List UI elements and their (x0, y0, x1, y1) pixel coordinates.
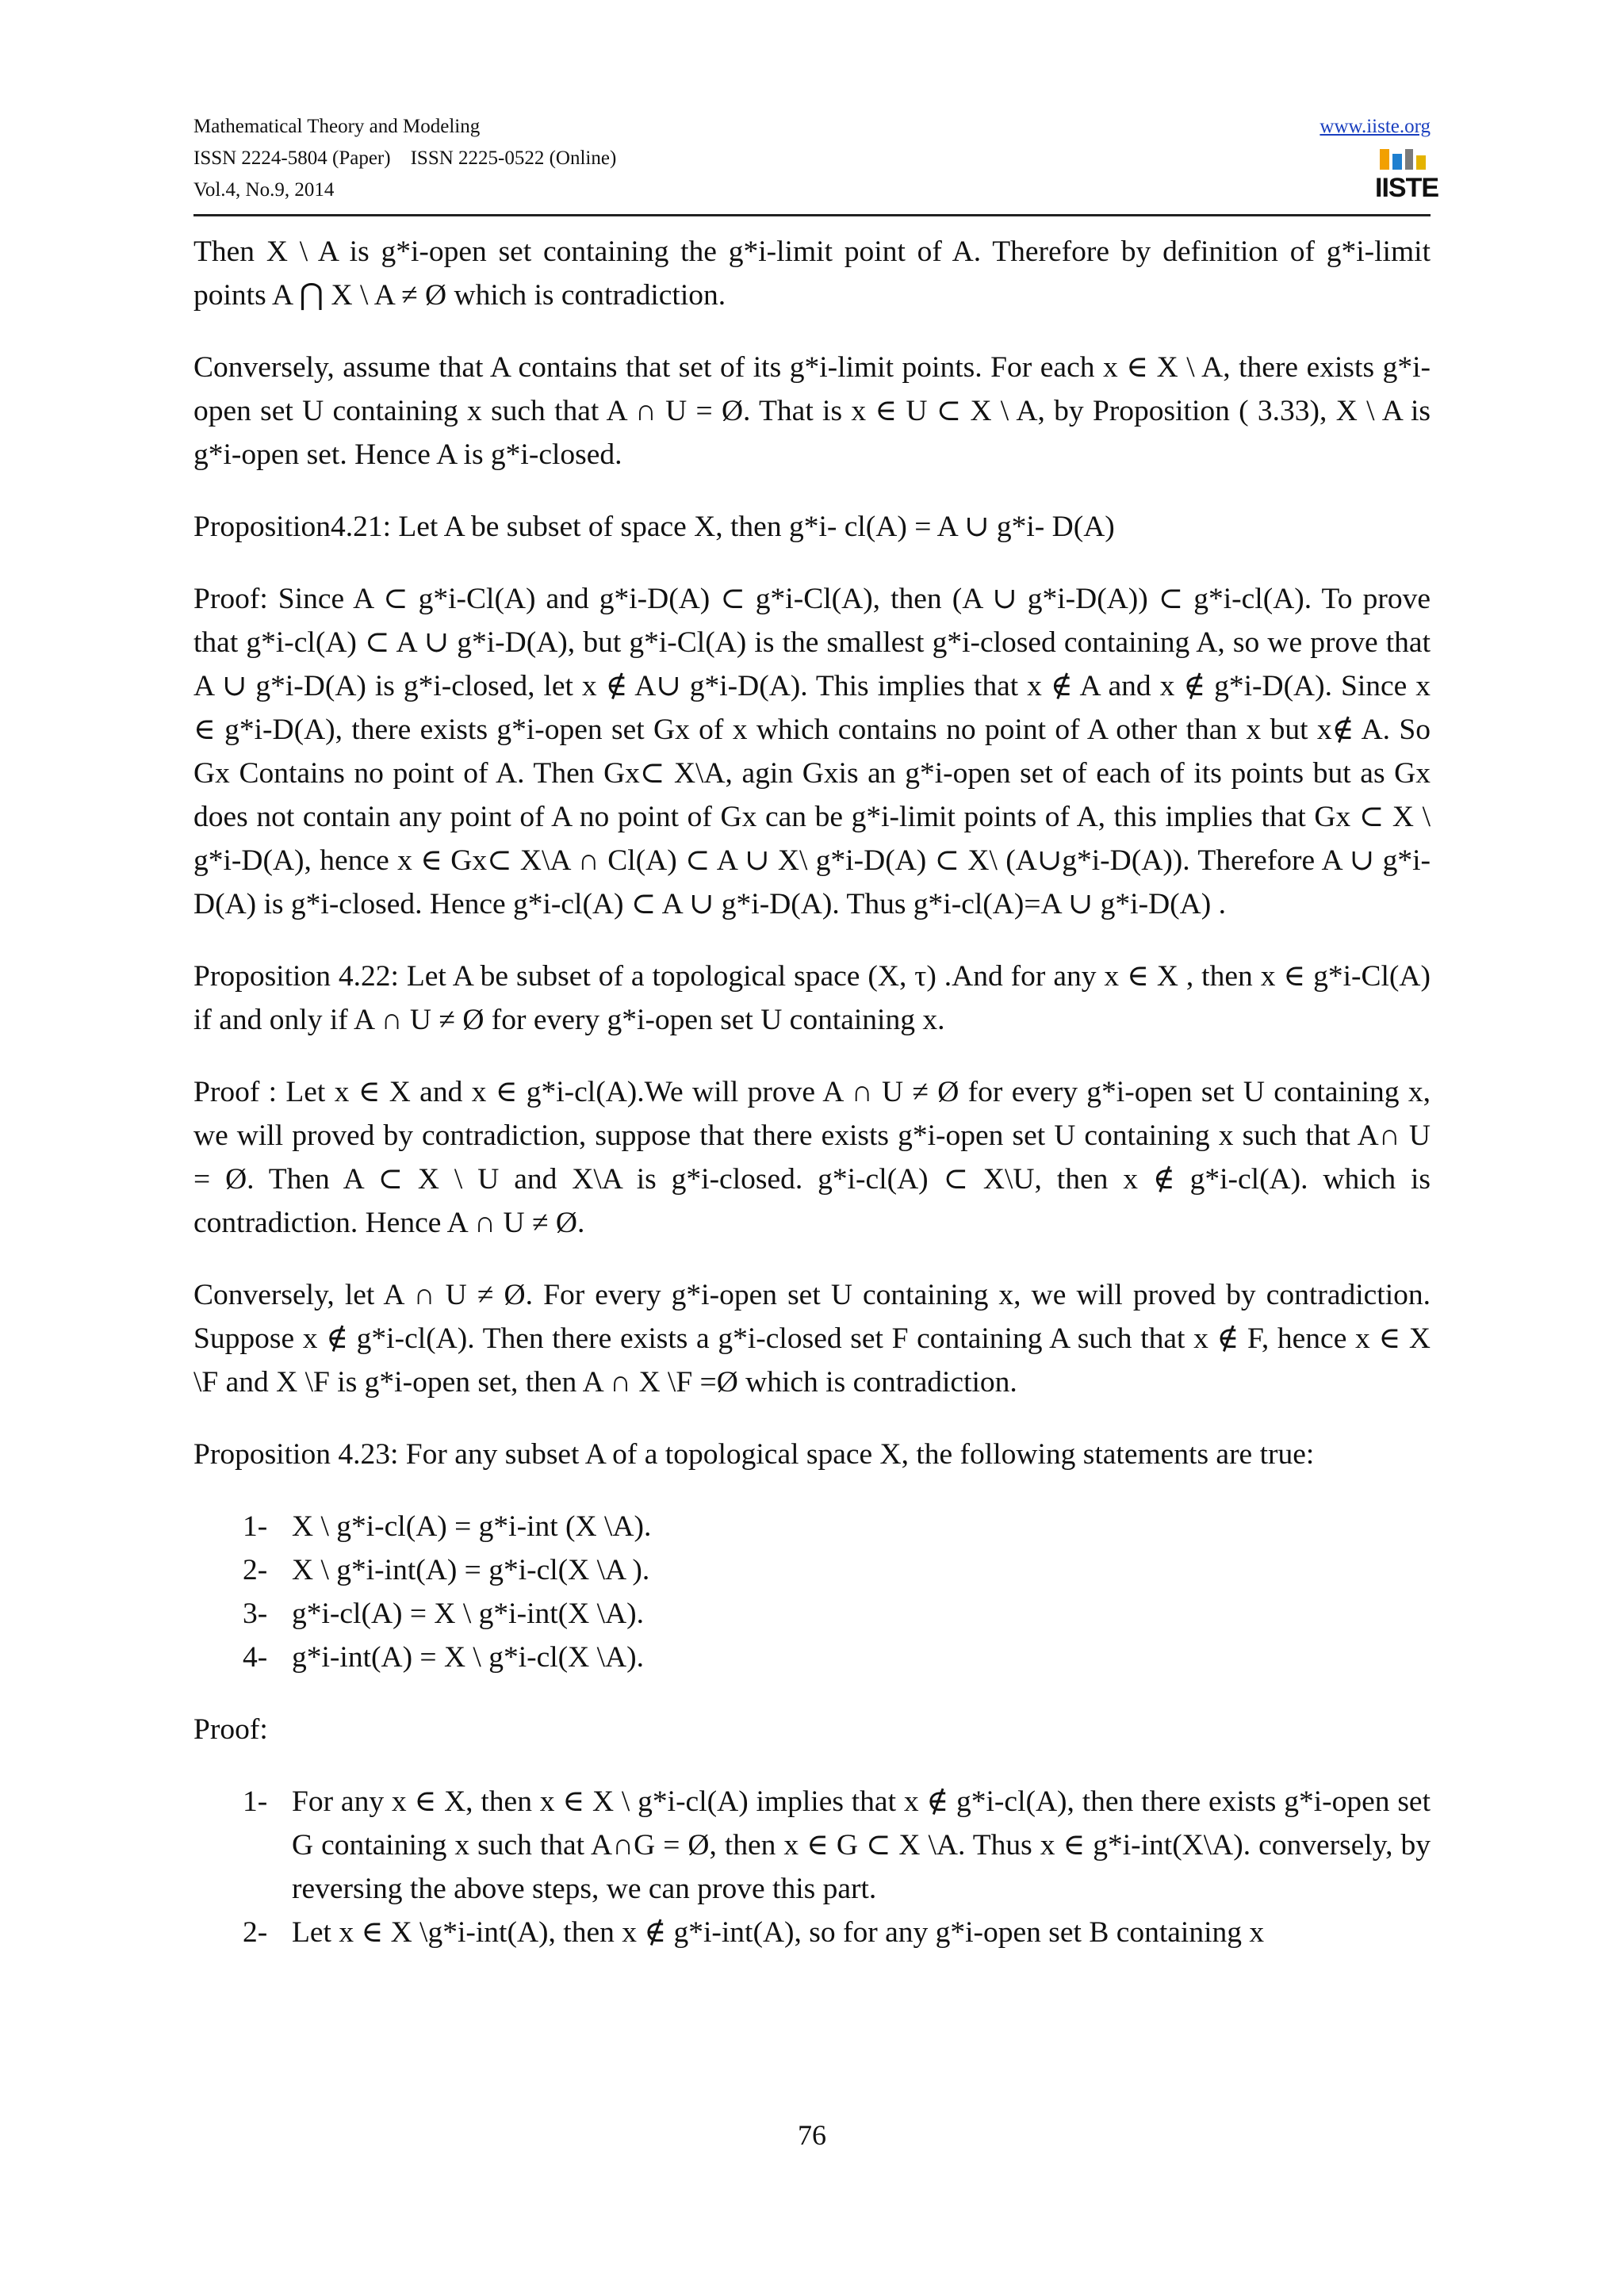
item-number: 1- (243, 1510, 268, 1543)
proposition-4-23: Proposition 4.23: For any subset A of a topological space X, the following statements are true: (193, 1438, 1315, 1471)
list-item (193, 1548, 1431, 1592)
list-item (193, 1636, 1431, 1679)
item-text: X \ g*i-int(A) = g*i-cl(X \A ). (292, 1554, 650, 1586)
list-item (193, 1780, 1431, 1911)
item-number: 3- (243, 1598, 268, 1630)
proof-label: Proof: (193, 1713, 268, 1746)
item-text: g*i-int(A) = X \ g*i-cl(X \A). (292, 1641, 644, 1674)
item-number: 1- (243, 1785, 268, 1818)
website-link[interactable]: www.iiste.org (1320, 116, 1431, 137)
list-item (193, 1505, 1431, 1548)
journal-info (193, 111, 616, 206)
item-number: 2- (243, 1916, 268, 1949)
item-text: X \ g*i-cl(A) = g*i-int (X \A). (292, 1510, 652, 1543)
body-paragraph: Then X \ A is g*i-open set containing the g*i-limit point of A. Therefore by definition of g*i-limit points A ⋂ X \ A ≠ Ø which is contradiction. (193, 235, 1431, 312)
logo-bars-icon (1375, 146, 1431, 173)
item-text: Let x ∈ X \g*i-int(A), then x ∉ g*i-int(A), so for any g*i-open set B containing x (292, 1916, 1265, 1949)
item-number: 4- (243, 1641, 268, 1674)
proof-paragraph: Proof : Let x ∈ X and x ∈ g*i-cl(A).We will prove A ∩ U ≠ Ø for every g*i-open set U containing x, we will proved by contradiction, suppose that there exists g*i-open set U containing x such that A∩ U = Ø. Then A ⊂ X \ U and X\A is g*i-closed. g*i-cl(A) ⊂ X\U, then x ∉ g*i-cl(A). which is contradiction. Hence A ∩ U ≠ Ø. (193, 1076, 1431, 1239)
item-number: 2- (243, 1554, 268, 1586)
logo-text: IISTE (1375, 173, 1439, 203)
proof-list (193, 1780, 1431, 1954)
page-body (193, 230, 1431, 1983)
statement-list (193, 1505, 1431, 1679)
body-paragraph: Conversely, let A ∩ U ≠ Ø. For every g*i-open set U containing x, we will proved by contradiction. Suppose x ∉ g*i-cl(A). Then there exists a g*i-closed set F containing A such that x ∉ F, hence x ∈ X \F and X \F is g*i-open set, then A ∩ X \F =Ø which is contradiction. (193, 1279, 1431, 1399)
publisher-block (1320, 111, 1439, 203)
page-header (193, 111, 1439, 216)
list-item (193, 1592, 1431, 1636)
body-paragraph: Conversely, assume that A contains that set of its g*i-limit points. For each x ∈ X \ A, there exists g*i-open set U containing x such that A ∩ U = Ø. That is x ∈ U ⊂ X \ A, by Proposition ( 3.33), X \ A is g*i-open set. Hence A is g*i-closed. (193, 351, 1431, 471)
issn-line: ISSN 2224-5804 (Paper) ISSN 2225-0522 (Online) (193, 147, 617, 169)
journal-title: Mathematical Theory and Modeling (193, 116, 481, 137)
page-number: 76 (798, 2119, 826, 2151)
item-text: g*i-cl(A) = X \ g*i-int(X \A). (292, 1598, 644, 1630)
iiste-logo (1375, 146, 1439, 203)
item-text: For any x ∈ X, then x ∈ X \ g*i-cl(A) implies that x ∉ g*i-cl(A), then there exists g*i-open set G containing x such that A∩G = Ø, then x ∈ G ⊂ X \A. Thus x ∈ g*i-int(X\A). conversely, by reversing the above steps, we can prove this part. (292, 1785, 1431, 1905)
proof-paragraph: Proof: Since A ⊂ g*i-Cl(A) and g*i-D(A) ⊂ g*i-Cl(A), then (A ∪ g*i-D(A)) ⊂ g*i-cl(A). To prove that g*i-cl(A) ⊂ A ∪ g*i-D(A), but g*i-Cl(A) is the smallest g*i-closed containing A, so we prove that A ∪ g*i-D(A) is g*i-closed, let x ∉ A∪ g*i-D(A). This implies that x ∉ A and x ∉ g*i-D(A). Since x ∈ g*i-D(A), there exists g*i-open set Gx of x which contains no point of A other than x but x∉ A. So Gx Contains no point of A. Then Gx⊂ X\A, agin Gxis an g*i-open set of each of its points but as Gx does not contain any point of A no point of Gx can be g*i-limit points of A, this implies that Gx ⊂ X \ g*i-D(A), hence x ∈ Gx⊂ X\A ∩ Cl(A) ⊂ A ∪ X\ g*i-D(A) ⊂ X\ (A∪g*i-D(A)). Therefore A ∪ g*i-D(A) is g*i-closed. Hence g*i-cl(A) ⊂ A ∪ g*i-D(A). Thus g*i-cl(A)=A ∪ g*i-D(A) . (193, 583, 1431, 920)
proposition-4-21: Proposition4.21: Let A be subset of space X, then g*i- cl(A) = A ∪ g*i- D(A) (193, 511, 1115, 543)
proposition-4-22: Proposition 4.22: Let A be subset of a topological space (X, τ) .And for any x ∈ X , then x ∈ g*i-Cl(A) if and only if A ∩ U ≠ Ø for every g*i-open set U containing x. (193, 960, 1431, 1036)
volume-line: Vol.4, No.9, 2014 (193, 179, 335, 201)
list-item (193, 1911, 1431, 1954)
